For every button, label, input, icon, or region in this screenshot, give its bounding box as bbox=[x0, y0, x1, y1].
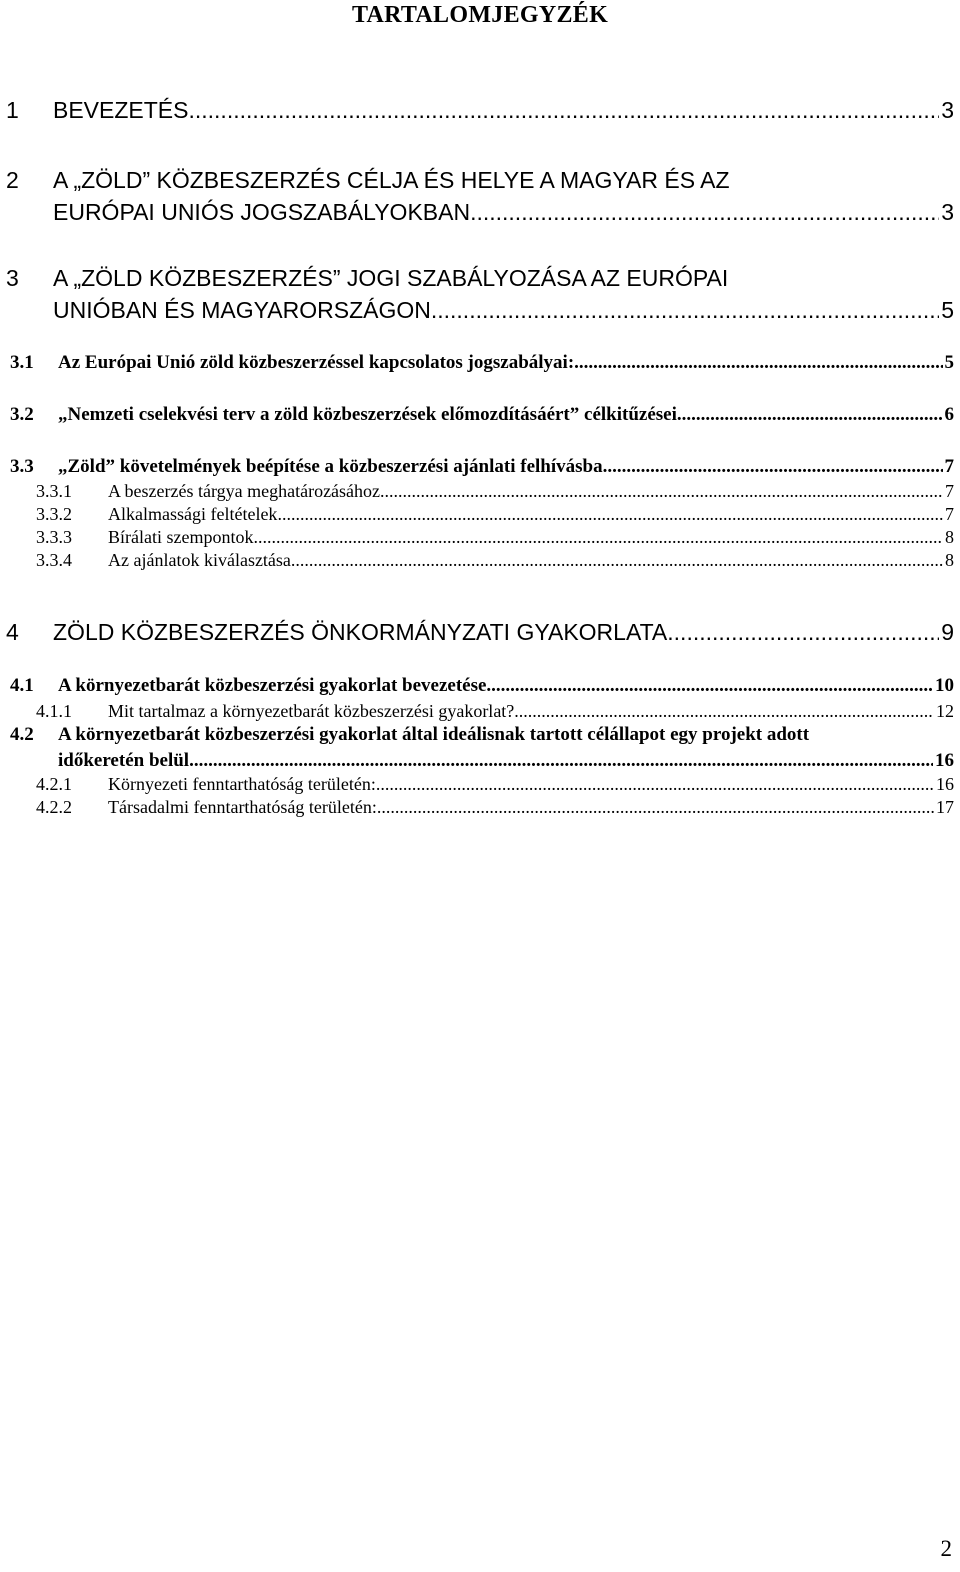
toc-number: 4 bbox=[6, 619, 19, 645]
toc-label-line2: EURÓPAI UNIÓS JOGSZABÁLYOKBAN bbox=[53, 199, 471, 225]
toc-entry-3-1[interactable] bbox=[10, 350, 954, 376]
toc-label-line2: UNIÓBAN ÉS MAGYARORSZÁGON bbox=[53, 297, 431, 323]
toc-label: Mit tartalmaz a környezetbarát közbeszerzési gyakorlat? bbox=[108, 701, 515, 721]
toc-label: BEVEZETÉS bbox=[53, 97, 189, 123]
toc-entry-3-3-1[interactable] bbox=[36, 480, 954, 503]
toc-leader-dots bbox=[603, 454, 943, 480]
toc-leader-dots bbox=[377, 796, 934, 819]
toc-label: Alkalmassági feltételek bbox=[108, 504, 278, 524]
toc-number: 4.2 bbox=[10, 724, 34, 745]
toc-entry-1[interactable] bbox=[6, 94, 954, 126]
toc-entry-3-3-3[interactable] bbox=[36, 526, 954, 549]
toc-leader-dots bbox=[277, 503, 943, 526]
toc-label: „Nemzeti cselekvési terv a zöld közbeszerzések előmozdításáért” célkitűzései bbox=[58, 404, 677, 425]
toc-number: 3.3.3 bbox=[36, 527, 72, 547]
toc-entry-2[interactable] bbox=[6, 164, 954, 228]
toc-number: 4.1 bbox=[10, 675, 34, 696]
toc-number: 3.3 bbox=[10, 456, 34, 477]
toc-page: 7 bbox=[945, 504, 954, 524]
toc-number: 3.3.2 bbox=[36, 504, 72, 524]
toc-entry-3-3[interactable] bbox=[10, 454, 954, 480]
toc-label-line1: A „ZÖLD” KÖZBESZERZÉS CÉLJA ÉS HELYE A MAGYAR ÉS AZ bbox=[53, 167, 730, 193]
toc-leader-dots bbox=[574, 350, 942, 376]
toc-entry-3-2[interactable] bbox=[10, 402, 954, 428]
toc-leader-dots bbox=[188, 94, 939, 126]
toc-number: 4.1.1 bbox=[36, 701, 72, 721]
toc-label: Környezeti fenntarthatóság területén: bbox=[108, 774, 376, 794]
toc-page: 16 bbox=[936, 774, 954, 794]
toc-entry-3-3-2[interactable] bbox=[36, 503, 954, 526]
toc-page: 6 bbox=[944, 404, 954, 425]
toc-page: 5 bbox=[941, 297, 954, 323]
toc-page: 7 bbox=[944, 456, 954, 477]
toc-number: 2 bbox=[6, 167, 19, 193]
toc-label: Bírálati szempontok bbox=[108, 527, 254, 547]
toc-number: 3.3.4 bbox=[36, 550, 72, 570]
toc-page: 8 bbox=[945, 527, 954, 547]
toc-leader-dots bbox=[189, 748, 933, 774]
toc-entry-4-1-1[interactable] bbox=[36, 700, 954, 723]
page-number: 2 bbox=[940, 1536, 952, 1561]
toc-leader-dots bbox=[667, 616, 939, 648]
toc-entry-3-3-4[interactable] bbox=[36, 549, 954, 572]
toc-leader-dots bbox=[470, 196, 939, 228]
toc-leader-dots bbox=[380, 480, 943, 503]
toc-label: Társadalmi fenntarthatóság területén: bbox=[108, 797, 377, 817]
toc-label: „Zöld” követelmények beépítése a közbeszerzési ajánlati felhívásba bbox=[58, 456, 603, 477]
toc-entry-4-1[interactable] bbox=[10, 673, 954, 699]
toc-page: 7 bbox=[945, 481, 954, 501]
toc-page: 5 bbox=[944, 352, 954, 373]
toc-label: ZÖLD KÖZBESZERZÉS ÖNKORMÁNYZATI GYAKORLATA bbox=[53, 619, 668, 645]
toc-number: 3.1 bbox=[10, 352, 34, 373]
toc-number: 4.2.2 bbox=[36, 797, 72, 817]
toc-page: 3 bbox=[941, 199, 954, 225]
toc-label-line1: A környezetbarát közbeszerzési gyakorlat által ideálisnak tartott célállapot egy projekt adott bbox=[58, 724, 810, 745]
toc-label: A környezetbarát közbeszerzési gyakorlat bevezetése bbox=[58, 675, 487, 696]
toc-label: A beszerzés tárgya meghatározásához bbox=[108, 481, 381, 501]
toc-entry-4-2-1[interactable] bbox=[36, 773, 954, 796]
toc-number: 3.3.1 bbox=[36, 481, 72, 501]
toc-number: 3.2 bbox=[10, 404, 34, 425]
toc-number: 4.2.1 bbox=[36, 774, 72, 794]
toc-page: 8 bbox=[945, 550, 954, 570]
toc-leader-dots bbox=[514, 700, 934, 723]
toc-label-line2: időkeretén belül bbox=[58, 750, 190, 771]
toc-entry-4[interactable] bbox=[6, 616, 954, 648]
toc-leader-dots bbox=[376, 773, 934, 796]
toc-page: 16 bbox=[935, 750, 954, 771]
toc-page: 12 bbox=[936, 701, 954, 721]
toc-label: Az Európai Unió zöld közbeszerzéssel kapcsolatos jogszabályai: bbox=[58, 352, 575, 373]
toc-label-line1: A „ZÖLD KÖZBESZERZÉS” JOGI SZABÁLYOZÁSA AZ EURÓPAI bbox=[53, 265, 729, 291]
toc-label: Az ajánlatok kiválasztása bbox=[108, 550, 291, 570]
toc-page: 3 bbox=[941, 97, 954, 123]
toc-leader-dots bbox=[677, 402, 943, 428]
toc-number: 3 bbox=[6, 265, 19, 291]
toc-page: 10 bbox=[935, 675, 954, 696]
toc-entry-4-2-2[interactable] bbox=[36, 796, 954, 819]
toc-leader-dots bbox=[431, 294, 939, 326]
toc-entry-4-2[interactable] bbox=[10, 722, 954, 774]
toc-leader-dots bbox=[253, 526, 943, 549]
toc-leader-dots bbox=[291, 549, 943, 572]
toc-leader-dots bbox=[486, 673, 933, 699]
toc-page: 9 bbox=[941, 619, 954, 645]
toc-entry-3[interactable] bbox=[6, 262, 954, 326]
toc-page: 17 bbox=[936, 797, 954, 817]
toc-number: 1 bbox=[6, 97, 19, 123]
page-title: TARTALOMJEGYZÉK bbox=[351, 2, 609, 28]
